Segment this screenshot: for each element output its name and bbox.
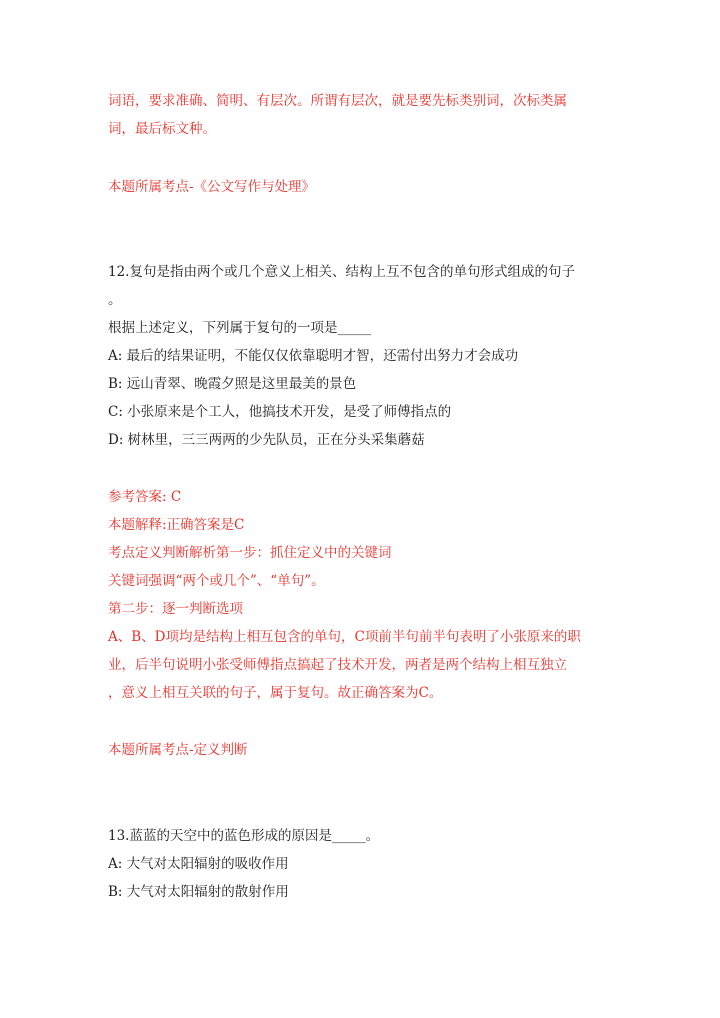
q12-option-a: A: 最后的结果证明，不能仅仅依靠聪明才智，还需付出努力才会成功 — [108, 348, 519, 364]
q12-option-c: C: 小张原来是个工人，他搞技术开发，是受了师傅指点的 — [108, 404, 452, 420]
prev-topic: 本题所属考点-《公文写作与处理》 — [108, 179, 316, 195]
q12-analysis-line-2: 业，后半句说明小张受师傅指点搞起了技术开发，两者是两个结构上相互独立 — [108, 657, 567, 673]
q12-step-1: 考点定义判断解析第一步：抓住定义中的关键词 — [108, 545, 392, 561]
q13-stem: 13.蓝蓝的天空中的蓝色形成的原因是_____。 — [108, 828, 380, 844]
q12-prompt: 根据上述定义，下列属于复句的一项是_____ — [108, 320, 372, 336]
q12-topic: 本题所属考点-定义判断 — [108, 742, 248, 758]
prev-explanation-line-2: 词，最后标文种。 — [108, 121, 216, 137]
q12-step-2: 第二步：逐一判断选项 — [108, 601, 243, 617]
q12-analysis-line-3: ，意义上相互关联的句子，属于复句。故正确答案为C。 — [108, 685, 443, 701]
q12-option-d: D: 树林里，三三两两的少先队员，正在分头采集蘑菇 — [108, 432, 425, 448]
q12-step-1-detail: 关键词强调“两个或几个”、“单句”。 — [108, 573, 325, 589]
q13-option-a: A: 大气对太阳辐射的吸收作用 — [108, 856, 289, 872]
q12-stem-line-1: 12.复句是指由两个或几个意义上相关、结构上互不包含的单句形式组成的句子 — [108, 264, 575, 280]
q12-stem-line-2: 。 — [108, 292, 122, 308]
q12-analysis-line-1: A、B、D项均是结构上相互包含的单句，C项前半句前半句表明了小张原来的职 — [108, 629, 581, 645]
q12-option-b: B: 远山青翠、晚霞夕照是这里最美的景色 — [108, 376, 357, 392]
q12-explanation-title: 本题解释:正确答案是C — [108, 517, 245, 533]
q12-answer: 参考答案: C — [108, 489, 182, 505]
q13-option-b: B: 大气对太阳辐射的散射作用 — [108, 884, 289, 900]
prev-explanation-line-1: 词语，要求准确、简明、有层次。所谓有层次，就是要先标类别词，次标类属 — [108, 93, 567, 109]
